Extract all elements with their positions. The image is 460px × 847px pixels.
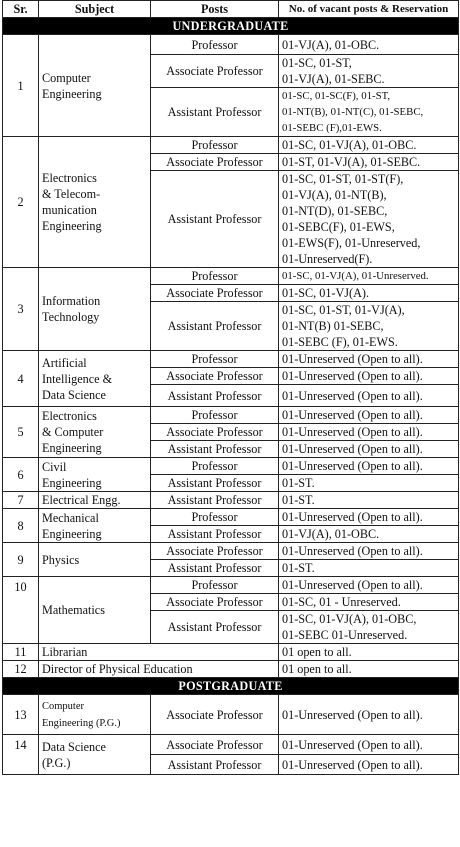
sr-cell: 1	[3, 35, 39, 137]
post-cell: Assistant Professor	[151, 611, 279, 644]
subject-cell: Physics	[39, 543, 151, 577]
vacancy-cell: 01-Unreserved (Open to all).	[279, 407, 459, 424]
subject-cell: Electrical Engg.	[39, 492, 151, 509]
vacancy-cell: 01-Unreserved (Open to all).	[279, 351, 459, 368]
vacancy-cell: 01-ST, 01-VJ(A), 01-SEBC.	[279, 154, 459, 171]
table-row	[3, 407, 459, 424]
sr-cell: 4	[3, 351, 39, 407]
table-row	[3, 137, 459, 154]
table-row	[3, 661, 459, 678]
vacancy-cell: 01-SC, 01-VJ(A).	[279, 285, 459, 302]
subject-cell: Information Technology	[39, 268, 151, 351]
sr-cell: 14	[3, 735, 39, 775]
post-cell: Assistant Professor	[151, 385, 279, 407]
header-sr: Sr.	[3, 1, 39, 18]
post-cell: Professor	[151, 509, 279, 526]
vacancy-cell: 01-SC, 01-VJ(A), 01-Unreserved.	[279, 268, 459, 285]
vacancy-cell: 01-Unreserved (Open to all).	[279, 543, 459, 560]
table-row	[3, 735, 459, 755]
subject-cell: Director of Physical Education	[39, 661, 279, 678]
table-row	[3, 509, 459, 526]
vacancy-cell: 01-SC, 01-ST, 01-ST(F), 01-VJ(A), 01-NT(B), 01-NT(D), 01-SEBC, 01-SEBC(F), 01-EWS, 01-EWS(F), 01-Unreserved, 01-Unreserved(F).	[279, 171, 459, 268]
sr-cell: 11	[3, 644, 39, 661]
header-subject: Subject	[39, 1, 151, 18]
vacancy-cell: 01 open to all.	[279, 644, 459, 661]
vacancy-cell: 01-Unreserved (Open to all).	[279, 695, 459, 735]
vacancy-cell: 01-ST.	[279, 475, 459, 492]
post-cell: Assistant Professor	[151, 302, 279, 351]
post-cell: Professor	[151, 577, 279, 594]
vacancy-cell: 01 open to all.	[279, 661, 459, 678]
post-cell: Assistant Professor	[151, 475, 279, 492]
post-cell: Assistant Professor	[151, 526, 279, 543]
subject-cell: Mathematics	[39, 577, 151, 644]
post-cell: Associate Professor	[151, 695, 279, 735]
post-cell: Assistant Professor	[151, 441, 279, 458]
subject-cell: Electronics & Telecom- munication Engineering	[39, 137, 151, 268]
vacancy-cell: 01-Unreserved (Open to all).	[279, 368, 459, 385]
table-row	[3, 577, 459, 594]
table-row	[3, 543, 459, 560]
table-row	[3, 268, 459, 285]
vacancy-cell: 01-SC, 01-SC(F), 01-ST, 01-NT(B), 01-NT(C), 01-SEBC, 01-SEBC (F),01-EWS.	[279, 88, 459, 137]
sr-cell: 3	[3, 268, 39, 351]
post-cell: Professor	[151, 137, 279, 154]
table-row	[3, 492, 459, 509]
post-cell: Assistant Professor	[151, 88, 279, 137]
post-cell: Associate Professor	[151, 594, 279, 611]
vacancy-table	[2, 0, 459, 775]
post-cell: Assistant Professor	[151, 755, 279, 775]
table-row	[3, 644, 459, 661]
post-cell: Assistant Professor	[151, 560, 279, 577]
vacancy-cell: 01-ST.	[279, 492, 459, 509]
post-cell: Assistant Professor	[151, 492, 279, 509]
vacancy-cell: 01-SC, 01-ST, 01-VJ(A), 01-NT(B) 01-SEBC, 01-SEBC (F), 01-EWS.	[279, 302, 459, 351]
vacancy-cell: 01-SC, 01-ST, 01-VJ(A), 01-SEBC.	[279, 55, 459, 88]
vacancy-cell: 01-Unreserved (Open to all).	[279, 577, 459, 594]
sr-cell: 12	[3, 661, 39, 678]
sr-cell: 9	[3, 543, 39, 577]
table-header-row	[3, 1, 459, 18]
vacancy-cell: 01-Unreserved (Open to all).	[279, 441, 459, 458]
header-vacancies: No. of vacant posts & Reservation	[279, 1, 459, 18]
table-row	[3, 458, 459, 475]
subject-cell: Artificial Intelligence & Data Science	[39, 351, 151, 407]
post-cell: Assistant Professor	[151, 171, 279, 268]
subject-cell: Mechanical Engineering	[39, 509, 151, 543]
section-title-postgraduate: POSTGRADUATE	[3, 678, 459, 695]
post-cell: Associate Professor	[151, 368, 279, 385]
post-cell: Associate Professor	[151, 154, 279, 171]
vacancy-cell: 01-VJ(A), 01-OBC.	[279, 526, 459, 543]
post-cell: Professor	[151, 268, 279, 285]
vacancy-cell: 01-Unreserved (Open to all).	[279, 735, 459, 755]
table-row	[3, 351, 459, 368]
vacancy-cell: 01-SC, 01-VJ(A), 01-OBC.	[279, 137, 459, 154]
table-row	[3, 695, 459, 735]
post-cell: Associate Professor	[151, 55, 279, 88]
sr-cell: 8	[3, 509, 39, 543]
header-posts: Posts	[151, 1, 279, 18]
vacancy-cell: 01-Unreserved (Open to all).	[279, 458, 459, 475]
subject-cell: Librarian	[39, 644, 279, 661]
vacancy-cell: 01-SC, 01-VJ(A), 01-OBC, 01-SEBC 01-Unreserved.	[279, 611, 459, 644]
section-row-undergraduate	[3, 18, 459, 35]
sr-cell: 13	[3, 695, 39, 735]
post-cell: Associate Professor	[151, 735, 279, 755]
section-row-postgraduate	[3, 678, 459, 695]
subject-cell: Electronics & Computer Engineering	[39, 407, 151, 458]
subject-cell: Computer Engineering	[39, 35, 151, 137]
vacancy-cell: 01-SC, 01 - Unreserved.	[279, 594, 459, 611]
vacancy-cell: 01-Unreserved (Open to all).	[279, 385, 459, 407]
subject-cell: Civil Engineering	[39, 458, 151, 492]
post-cell: Associate Professor	[151, 543, 279, 560]
post-cell: Professor	[151, 35, 279, 55]
sr-cell: 6	[3, 458, 39, 492]
table-row	[3, 35, 459, 55]
post-cell: Associate Professor	[151, 285, 279, 302]
sr-cell: 2	[3, 137, 39, 268]
sr-cell: 10	[3, 577, 39, 644]
vacancy-cell: 01-ST.	[279, 560, 459, 577]
post-cell: Professor	[151, 407, 279, 424]
post-cell: Professor	[151, 351, 279, 368]
post-cell: Associate Professor	[151, 424, 279, 441]
sr-cell: 7	[3, 492, 39, 509]
subject-cell: Computer Engineering (P.G.)	[39, 695, 151, 735]
vacancy-cell: 01-VJ(A), 01-OBC.	[279, 35, 459, 55]
section-title-undergraduate: UNDERGRADUATE	[3, 18, 459, 35]
vacancy-cell: 01-Unreserved (Open to all).	[279, 424, 459, 441]
post-cell: Professor	[151, 458, 279, 475]
vacancy-cell: 01-Unreserved (Open to all).	[279, 509, 459, 526]
subject-cell: Data Science (P.G.)	[39, 735, 151, 775]
sr-cell: 5	[3, 407, 39, 458]
vacancy-cell: 01-Unreserved (Open to all).	[279, 755, 459, 775]
